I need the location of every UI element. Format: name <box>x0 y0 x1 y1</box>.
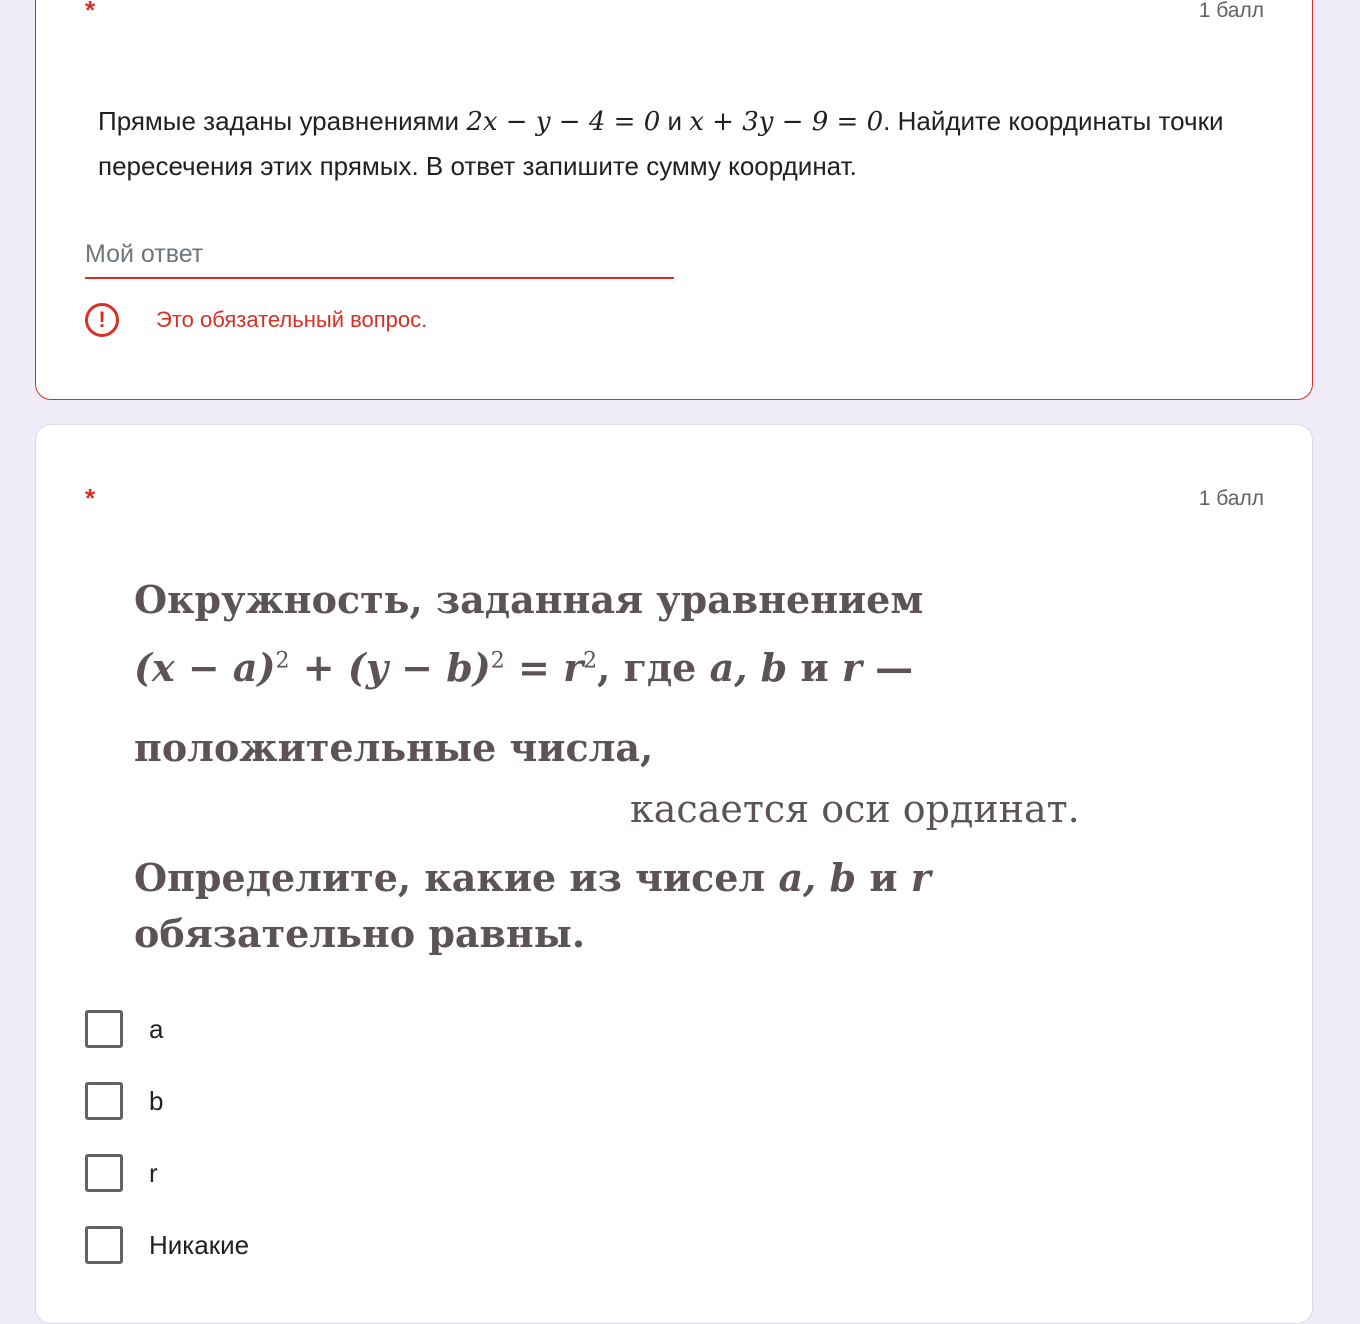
option-none[interactable] <box>85 1209 249 1281</box>
image-text-line: обязательно равны. <box>134 911 586 956</box>
image-text-line: Окружность, заданная уравнением <box>134 577 924 622</box>
image-text-line <box>134 855 931 900</box>
question-text-part: . Найдите координаты точки пересечения этих прямых. В ответ запишите сумму координат. <box>98 106 1224 181</box>
equation-1: 2x − y − 4 = 0 <box>466 107 661 137</box>
question-card-2 <box>35 424 1313 1324</box>
formula-part: , где <box>597 645 710 690</box>
option-b[interactable] <box>85 1065 249 1137</box>
error-exclamation-icon: ! <box>85 303 119 337</box>
question-text-part: и <box>660 106 690 136</box>
image-text-part: и <box>856 855 911 900</box>
option-label: a <box>149 1013 164 1044</box>
checkbox[interactable] <box>85 1154 123 1192</box>
question-points: 1 балл <box>1198 0 1264 22</box>
formula-part: = r <box>504 645 584 690</box>
question-image <box>96 565 1216 965</box>
formula-part: r <box>841 645 862 690</box>
error-text: Это обязательный вопрос. <box>156 307 428 332</box>
checkbox[interactable] <box>85 1226 123 1264</box>
option-label: r <box>149 1157 158 1188</box>
checkbox[interactable] <box>85 1010 123 1048</box>
answer-input[interactable] <box>85 231 674 279</box>
formula-part: + <box>289 645 348 690</box>
required-asterisk: * <box>85 0 96 25</box>
image-text-part: r <box>910 855 931 900</box>
option-a[interactable] <box>85 993 249 1065</box>
option-label: b <box>149 1085 164 1116</box>
image-text-line: положительные числа, <box>134 725 654 770</box>
question-text <box>98 99 1278 188</box>
formula-part: (x − a) <box>134 645 276 690</box>
formula-exponent: 2 <box>583 648 598 674</box>
formula-exponent: 2 <box>490 648 505 674</box>
image-text-part: Определите, какие из чисел <box>134 855 779 900</box>
option-label: Никакие <box>149 1229 250 1260</box>
image-formula-line <box>134 645 913 690</box>
equation-2: x + 3y − 9 = 0 <box>689 107 884 137</box>
formula-part: и <box>787 645 842 690</box>
question-points: 1 балл <box>1198 487 1264 510</box>
image-text-line: касается оси ординат. <box>630 787 1080 831</box>
formula-part: — <box>861 645 914 690</box>
question-card-1 <box>35 0 1313 400</box>
question-text-part: Прямые заданы уравнениями <box>98 106 467 136</box>
required-asterisk: * <box>85 483 96 513</box>
option-r[interactable] <box>85 1137 249 1209</box>
image-text-part: a, b <box>778 855 857 900</box>
formula-part: (y − b) <box>347 645 491 690</box>
error-message <box>85 299 427 341</box>
checkbox[interactable] <box>85 1082 123 1120</box>
formula-exponent: 2 <box>275 648 290 674</box>
checkbox-options <box>85 993 249 1281</box>
formula-part: a, b <box>709 645 788 690</box>
